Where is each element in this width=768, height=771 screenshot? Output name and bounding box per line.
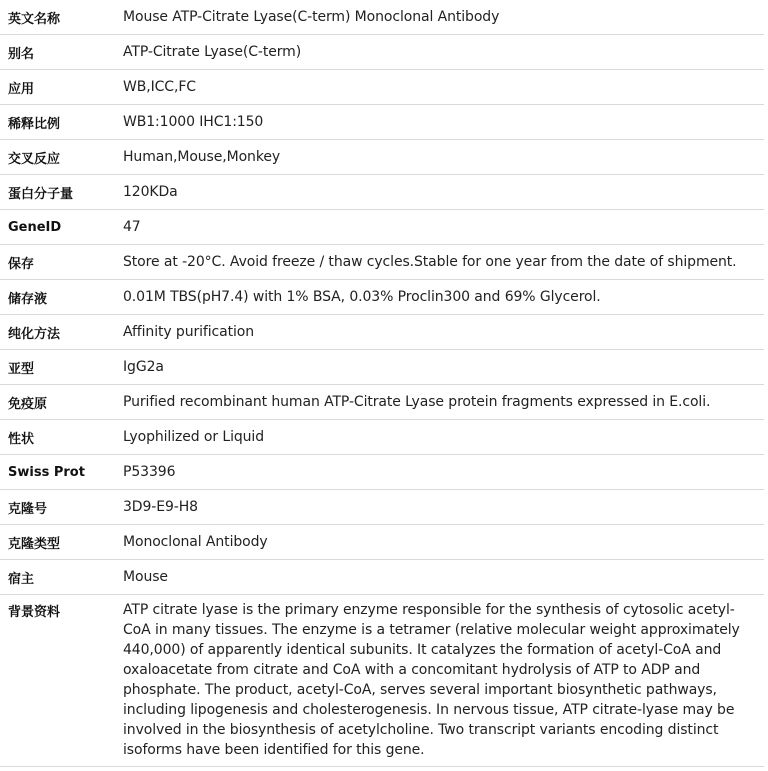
spec-key: Swiss Prot — [0, 455, 121, 490]
spec-key: 英文名称 — [0, 0, 121, 35]
spec-row-clone-number — [0, 490, 764, 525]
spec-value: 3D9-E9-H8 — [121, 490, 764, 525]
spec-value: Human,Mouse,Monkey — [121, 140, 764, 175]
spec-value: Lyophilized or Liquid — [121, 420, 764, 455]
spec-row-form — [0, 420, 764, 455]
spec-row-reactivity — [0, 140, 764, 175]
spec-row-swiss-prot — [0, 455, 764, 490]
spec-row-host — [0, 560, 764, 595]
spec-key: 交叉反应 — [0, 140, 121, 175]
spec-value: Monoclonal Antibody — [121, 525, 764, 560]
spec-row-gene-id — [0, 210, 764, 245]
spec-row-storage — [0, 245, 764, 280]
spec-key: 储存液 — [0, 280, 121, 315]
spec-key: 应用 — [0, 70, 121, 105]
spec-value: Affinity purification — [121, 315, 764, 350]
spec-value: Mouse ATP-Citrate Lyase(C-term) Monoclonal Antibody — [121, 0, 764, 35]
spec-row-purification — [0, 315, 764, 350]
spec-row-molecular-weight — [0, 175, 764, 210]
spec-value: ATP-Citrate Lyase(C-term) — [121, 35, 764, 70]
spec-key: 别名 — [0, 35, 121, 70]
spec-key: 免疫原 — [0, 385, 121, 420]
background-paragraph: ATP citrate lyase is the primary enzyme responsible for the synthesis of cytosolic acetyl-CoA in many tissues. The enzyme is a tetramer (relative molecular weight approximately 440,000) of apparently identical subunits. It catalyzes the formation of acetyl-CoA and oxaloacetate from citrate and CoA with a concomitant hydrolysis of ATP to ADP and phosphate. The product, acetyl-CoA, serves several important biosynthetic pathways, including lipogenesis and cholesterogenesis. In nervous tissue, ATP citrate-lyase may be involved in the biosynthesis of acetylcholine. Two transcript variants encoding distinct isoforms have been identified for this gene. — [121, 595, 764, 767]
spec-value: Mouse — [121, 560, 764, 595]
spec-key: 保存 — [0, 245, 121, 280]
spec-row-storage-buffer — [0, 280, 764, 315]
spec-row-english-name — [0, 0, 764, 35]
spec-value: Purified recombinant human ATP-Citrate Lyase protein fragments expressed in E.coli. — [121, 385, 764, 420]
spec-row-clonality — [0, 525, 764, 560]
spec-key: 性状 — [0, 420, 121, 455]
spec-row-immunogen — [0, 385, 764, 420]
spec-value: 0.01M TBS(pH7.4) with 1% BSA, 0.03% Proclin300 and 69% Glycerol. — [121, 280, 764, 315]
spec-value: Store at -20°C. Avoid freeze / thaw cycles.Stable for one year from the date of shipment. — [121, 245, 764, 280]
spec-value: 120KDa — [121, 175, 764, 210]
spec-key: 纯化方法 — [0, 315, 121, 350]
spec-value: 47 — [121, 210, 764, 245]
spec-key: 宿主 — [0, 560, 121, 595]
spec-key: 蛋白分子量 — [0, 175, 121, 210]
spec-row-isotype — [0, 350, 764, 385]
spec-row-dilution — [0, 105, 764, 140]
spec-key: 亚型 — [0, 350, 121, 385]
spec-value: WB,ICC,FC — [121, 70, 764, 105]
spec-value: WB1:1000 IHC1:150 — [121, 105, 764, 140]
spec-row-background — [0, 595, 764, 767]
spec-key: 克隆号 — [0, 490, 121, 525]
spec-value: P53396 — [121, 455, 764, 490]
spec-row-alias — [0, 35, 764, 70]
spec-key: 背景资料 — [0, 595, 121, 767]
spec-key: 克隆类型 — [0, 525, 121, 560]
spec-key: GeneID — [0, 210, 121, 245]
spec-row-application — [0, 70, 764, 105]
spec-key: 稀释比例 — [0, 105, 121, 140]
spec-value: IgG2a — [121, 350, 764, 385]
